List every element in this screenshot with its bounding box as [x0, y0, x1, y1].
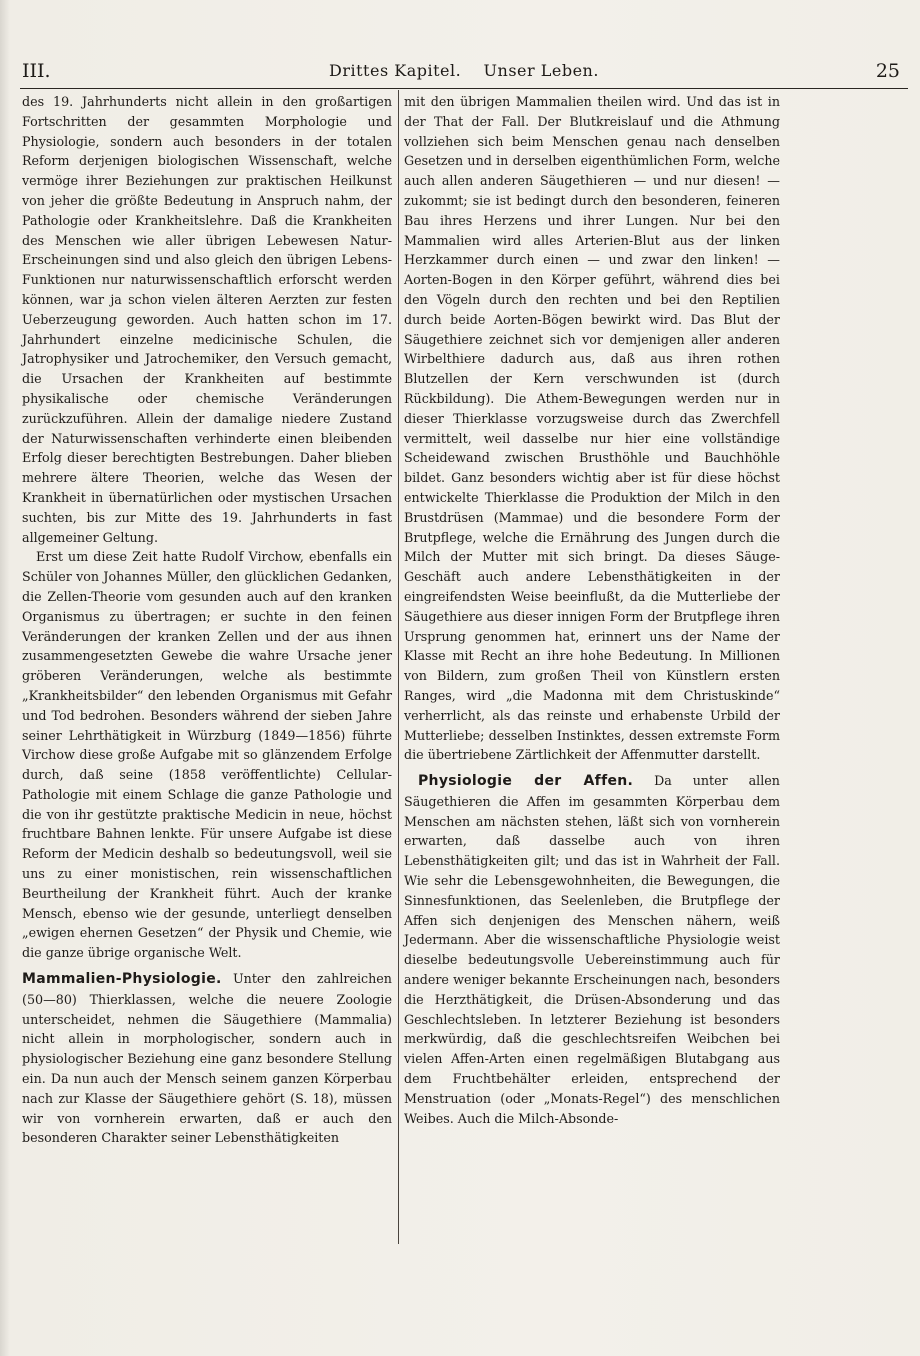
- right-paragraph-2: Da unter allen Säugethieren die Affen im gesammten Körperbau dem Menschen am nächsten stehen, läßt sich von vornherein erwarten, daß dasselbe auch von ihren Lebensthätigkeiten gilt; und das ist in Wahrheit der Fall. Wie sehr die Lebensgewohnheiten, die Bewegungen, die Sinnesfunktionen, das Seelenleben, die Brutpflege der Affen sich denjenigen des Menschen nähern, weiß Jedermann. Aber die wissenschaftliche Physiologie weist dieselbe bedeutungsvolle Uebereinstimmung auch für andere weniger bekannte Erscheinungen nach, besonders die Herzthätigkeit, die Drüsen-Absonderung und das Geschlechtsleben. In letzterer Beziehung ist besonders merkwürdig, daß die geschlechtsreifen Weibchen bei vielen Affen-Arten einen regelmäßigen Blutabgang aus dem Fruchtbehälter erleiden, entsprechend der Menstruation (oder „Monats-Regel“) des menschlichen Weibes. Auch die Milch-Absonde-: [404, 773, 780, 1126]
- section-heading-mammalien: Mammalien-Physiologie.: [22, 971, 222, 988]
- right-paragraph-1: mit den übrigen Mammalien theilen wird. Und das ist in der That der Fall. Der Blutkreislauf und die Athmung vollziehen sich beim Menschen genau nach denselben Gesetzen und in derselben eigenthümlichen Form, welche auch allen anderen Säugethieren — und nur diesen! — zukommt; sie ist bedingt durch den besonderen, feineren Bau ihres Herzens und ihrer Lungen. Nur bei den Mammalien wird alles Arterien-Blut aus der linken Herzkammer durch einen — und zwar den linken! — Aorten-Bogen in den Körper geführt, während dies bei den Vögeln durch den rechten und bei den Reptilien durch beide Aorten-Bögen bewirkt wird. Das Blut der Säugethiere zeichnet sich vor demjenigen aller anderen Wirbelthiere dadurch aus, daß aus ihren rothen Blutzellen der Kern verschwunden ist (durch Rückbildung). Die Athem-Bewegungen werden nur in dieser Thierklasse vorzugsweise durch das Zwerchfell vermittelt, weil dasselbe nur hier eine vollständige Scheidewand zwischen Brusthöhle und Bauchhöhle bildet. Ganz besonders wichtig aber ist für diese höchst entwickelte Thierklasse die Produktion der Milch in den Brustdrüsen (Mammae) und die besondere Form der Brutpflege, welche die Ernährung des Jungen durch die Milch der Mutter mit sich bringt. Da dieses Säuge-Geschäft auch andere Lebensthätigkeiten in der eingreifendsten Weise beeinflußt, da die Mutterliebe der Säugethiere aus dieser innigen Form der Brutpflege ihren Ursprung genommen hat, erinnert uns der Name der Klasse mit Recht an ihre hohe Bedeutung. In Millionen von Bildern, zum großen Theil von Künstlern ersten Ranges, wird „die Madonna mit dem Christuskinde“ verherrlicht, als das reinste und erhabenste Urbild der Mutterliebe; desselben Instinktes, dessen extremste Form die übertriebene Zärtlichkeit der Affenmutter darstellt.: [404, 94, 780, 763]
- right-column: [404, 92, 780, 1356]
- section-heading-affen: Physiologie der Affen.: [418, 773, 634, 790]
- header-rule: [20, 88, 908, 89]
- left-paragraph-1: des 19. Jahrhunderts nicht allein in den großartigen Fortschritten der gesammten Morphologie und Physiologie, sondern auch besonders in der totalen Reform derjenigen biologischen Wissenschaft, welche vermöge ihrer Beziehungen zur praktischen Heilkunst von jeher die größte Bedeutung in Anspruch nahm, der Pathologie oder Krankheitslehre. Daß die Krankheiten des Menschen wie aller übrigen Lebewesen Natur-Erscheinungen sind und also gleich den übrigen Lebens-Funktionen nur naturwissenschaftlich erforscht werden können, war ja schon vielen älteren Aerzten zur festen Ueberzeugung geworden. Auch hatten schon im 17. Jahrhundert einzelne medicinische Schulen, die Jatrophysiker und Jatrochemiker, den Versuch gemacht, die Ursachen der Krankheiten auf bestimmte physikalische oder chemische Veränderungen zurückzuführen. Allein der damalige niedere Zustand der Naturwissenschaften verhinderte einen bleibenden Erfolg dieser berechtigten Bestrebungen. Daher blieben mehrere ältere Theorien, welche das Wesen der Krankheit in übernatürlichen oder mystischen Ursachen suchten, bis zur Mitte des 19. Jahrhunderts in fast allgemeiner Geltung.: [22, 94, 392, 545]
- left-section-paragraph: [22, 969, 392, 1148]
- chapter-number: III.: [22, 60, 51, 82]
- running-title: Drittes Kapitel. Unser Leben.: [329, 61, 599, 80]
- column-divider: [398, 90, 399, 1244]
- left-column: [22, 92, 392, 1356]
- right-section-paragraph: [404, 771, 780, 1128]
- left-paragraph-3: Unter den zahlreichen (50—80) Thierklassen, welche die neuere Zoologie unterscheidet, nehmen die Säugethiere (Mammalia) nicht allein in morphologischer, sondern auch in physiologischer Beziehung eine ganz besondere Stellung ein. Da nun auch der Mensch seinem ganzen Körperbau nach zur Klasse der Säugethiere gehört (S. 18), müssen wir von vornherein erwarten, daß er auch den besonderen Charakter seiner Lebensthätigkeiten: [22, 971, 392, 1146]
- left-paragraph-2: Erst um diese Zeit hatte Rudolf Virchow, ebenfalls ein Schüler von Johannes Müller, den glücklichen Gedanken, die Zellen-Theorie vom gesunden auch auf den kranken Organismus zu übertragen; er suchte in den feinen Veränderungen der kranken Zellen und der aus ihnen zusammengesetzten Gewebe die wahre Ursache jener gröberen Veränderungen, welche als bestimmte „Krankheitsbilder“ den lebenden Organismus mit Gefahr und Tod bedrohen. Besonders während der sieben Jahre seiner Lehrthätigkeit in Würzburg (1849—1856) führte Virchow diese große Aufgabe mit so glänzendem Erfolge durch, daß seine (1858 veröffentlichte) Cellular-Pathologie mit einem Schlage die ganze Pathologie und die von ihr gestützte praktische Medicin in neue, höchst fruchtbare Bahnen lenkte. Für unsere Aufgabe ist diese Reform der Medicin deshalb so bedeutungsvoll, weil sie uns zu einer monistischen, rein wissenschaftlichen Beurtheilung der Krankheit führt. Auch der kranke Mensch, ebenso wie der gesunde, unterliegt denselben „ewigen ehernen Gesetzen“ der Physik und Chemie, wie die ganze übrige organische Welt.: [22, 549, 392, 961]
- page-number: 25: [875, 60, 900, 82]
- running-header: [22, 58, 906, 84]
